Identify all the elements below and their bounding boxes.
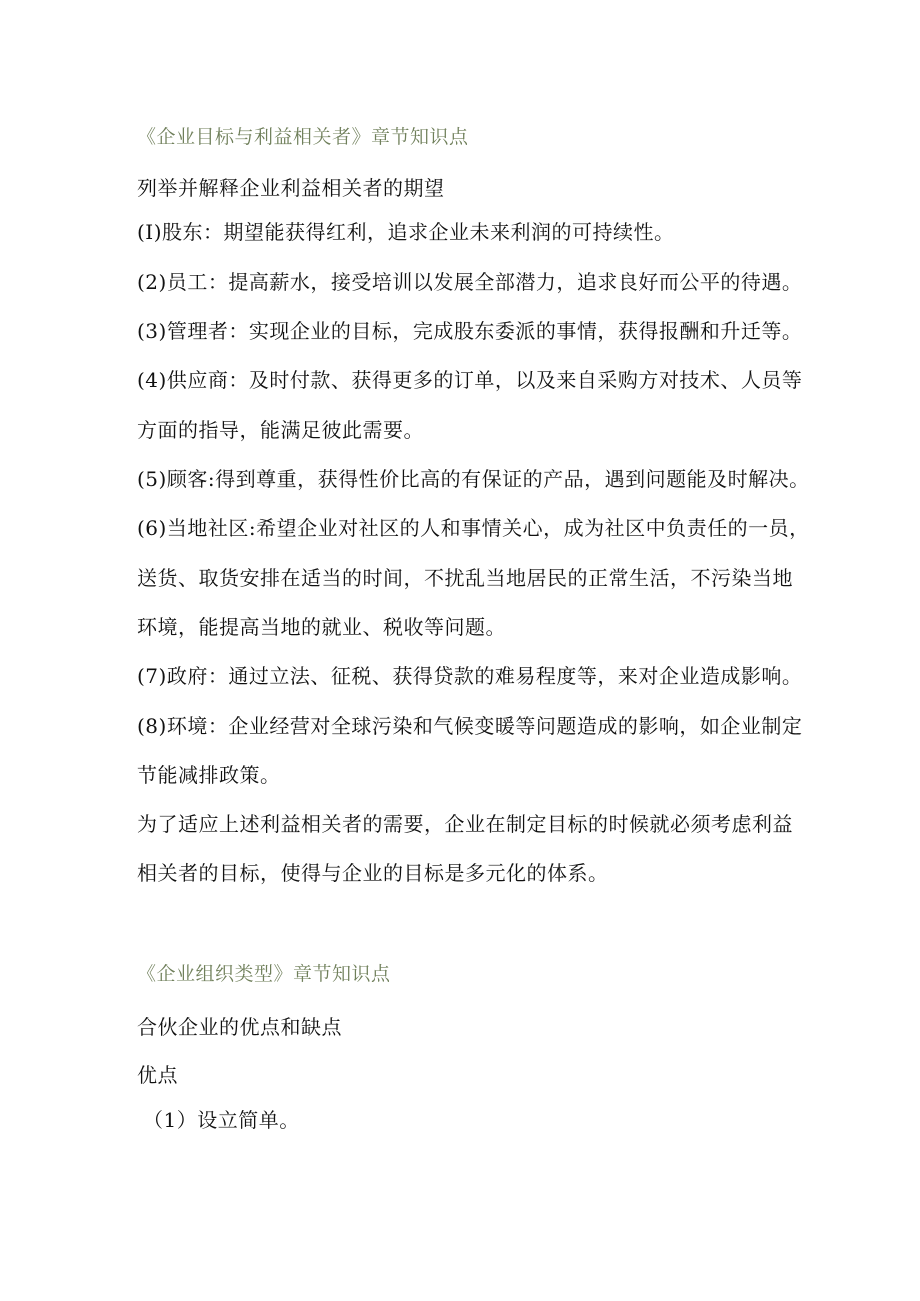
section-subtitle-partnership-pros-cons: 合伙企业的优点和缺点 [137,1015,342,1039]
paragraph-line: (4)供应商：及时付款、获得更多的订单，以及来自采购方对技术、人员等 [137,368,803,392]
list-item: （1）设立简单。 [143,1108,300,1132]
paragraph-line: (5)顾客:得到尊重，获得性价比高的有保证的产品，遇到问题能及时解决。 [137,467,810,491]
paragraph-line: 相关者的目标，使得与企业的目标是多元化的体系。 [137,861,609,885]
paragraph-line: 方面的指导，能满足彼此需要。 [137,418,424,442]
paragraph-line: (7)政府：通过立法、征税、获得贷款的难易程度等，来对企业造成影响。 [137,664,803,688]
paragraph-line: (6)当地社区:希望企业对社区的人和事情关心，成为社区中负责任的一员， [137,516,810,540]
section-subtitle-stakeholder-expectations: 列举并解释企业利益相关者的期望 [137,176,445,200]
paragraph-line: 为了适应上述利益相关者的需要，企业在制定目标的时候就必须考虑利益 [137,812,793,836]
paragraph-line: 节能减排政策。 [137,763,281,787]
section-heading-organization-types: 《企业组织类型》章节知识点 [137,963,391,985]
paragraph-line: 送货、取货安排在适当的时间，不扰乱当地居民的正常生活，不污染当地 [137,566,793,590]
paragraph-line: 环境，能提高当地的就业、税收等问题。 [137,615,506,639]
paragraph-line: (8)环境：企业经营对全球污染和气候变暖等问题造成的影响，如企业制定 [137,714,803,738]
section-heading-stakeholders: 《企业目标与利益相关者》章节知识点 [137,126,469,148]
paragraph-line: (I)股东：期望能获得红利，追求企业未来利润的可持续性。 [137,220,675,244]
paragraph-line: (3)管理者：实现企业的目标，完成股东委派的事情，获得报酬和升迁等。 [137,319,803,343]
advantages-label: 优点 [137,1063,178,1087]
paragraph-line: (2)员工：提高薪水，接受培训以发展全部潜力，追求良好而公平的待遇。 [137,270,803,294]
